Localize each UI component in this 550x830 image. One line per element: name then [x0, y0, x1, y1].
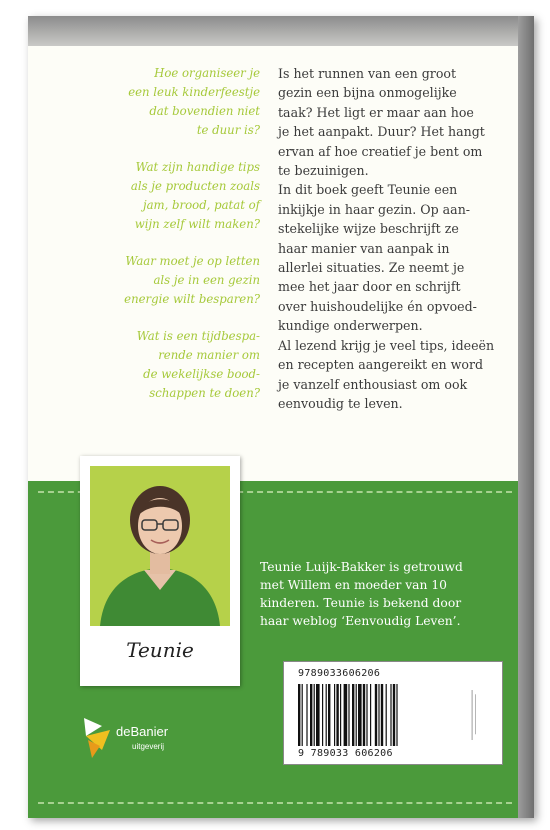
sticker-side-marks: [470, 680, 480, 750]
question-column: [80, 64, 260, 421]
barcode-sticker: [283, 661, 503, 765]
book-back-cover: [28, 16, 534, 818]
author-photo: [90, 466, 230, 626]
publisher-name: deBanier: [116, 724, 169, 739]
stitch-line-bottom: [38, 802, 512, 804]
publisher-flag-icon: [80, 716, 116, 760]
book-top-edge: [28, 16, 534, 46]
isbn-number-bottom: 9 789033 606206: [298, 748, 393, 759]
book-spine-edge: [518, 16, 534, 818]
blurb-paragraph-2: In dit boek geeft Teunie een inkijkje in haar gezin. Op aan- stekelijke wijze beschrijft ze haar manier van aanpak in allerlei situaties. Ze neemt je mee het jaar door en schrijft over huishoudelijke én opvoed- kundige onderwerpen.: [278, 182, 477, 334]
barcode-icon: [296, 684, 460, 746]
publisher-logo: [80, 716, 200, 766]
question-2: Wat zijn handige tips als je producten zoals jam, brood, patat of wijn zelf wilt maken?: [130, 160, 260, 231]
question-3: Waar moet je op letten als je in een gezin energie wilt besparen?: [124, 254, 260, 306]
question-4: Wat is een tijdbespa- rende manier om de wekelijkse bood- schappen te doen?: [136, 329, 260, 400]
publisher-subtitle: uitgeverij: [132, 742, 165, 751]
blurb-paragraph-3: Al lezend krijg je veel tips, ideeën en recepten aangereikt en word je vanzelf enthousiast om ook eenvoudig te leven.: [278, 337, 495, 411]
blurb-text: [278, 64, 518, 413]
question-1: Hoe organiseer je een leuk kinderfeestje dat bovendien niet te duur is?: [128, 66, 260, 137]
author-polaroid: [80, 456, 240, 686]
author-signature: Teunie: [126, 638, 194, 662]
author-portrait-icon: [90, 466, 230, 626]
blurb-paragraph-1: Is het runnen van een groot gezin een bijna onmogelijke taak? Het ligt er maar aan hoe je het aanpakt. Duur? Het hangt ervan af hoe creatief je bent om te bezuinigen.: [278, 66, 485, 179]
author-bio: Teunie Luijk-Bakker is getrouwd met Willem en moeder van 10 kinderen. Teunie is bekend door haar weblog ‘Eenvoudig Leven’.: [260, 560, 463, 628]
isbn-number-top: 9789033606206: [298, 668, 381, 679]
